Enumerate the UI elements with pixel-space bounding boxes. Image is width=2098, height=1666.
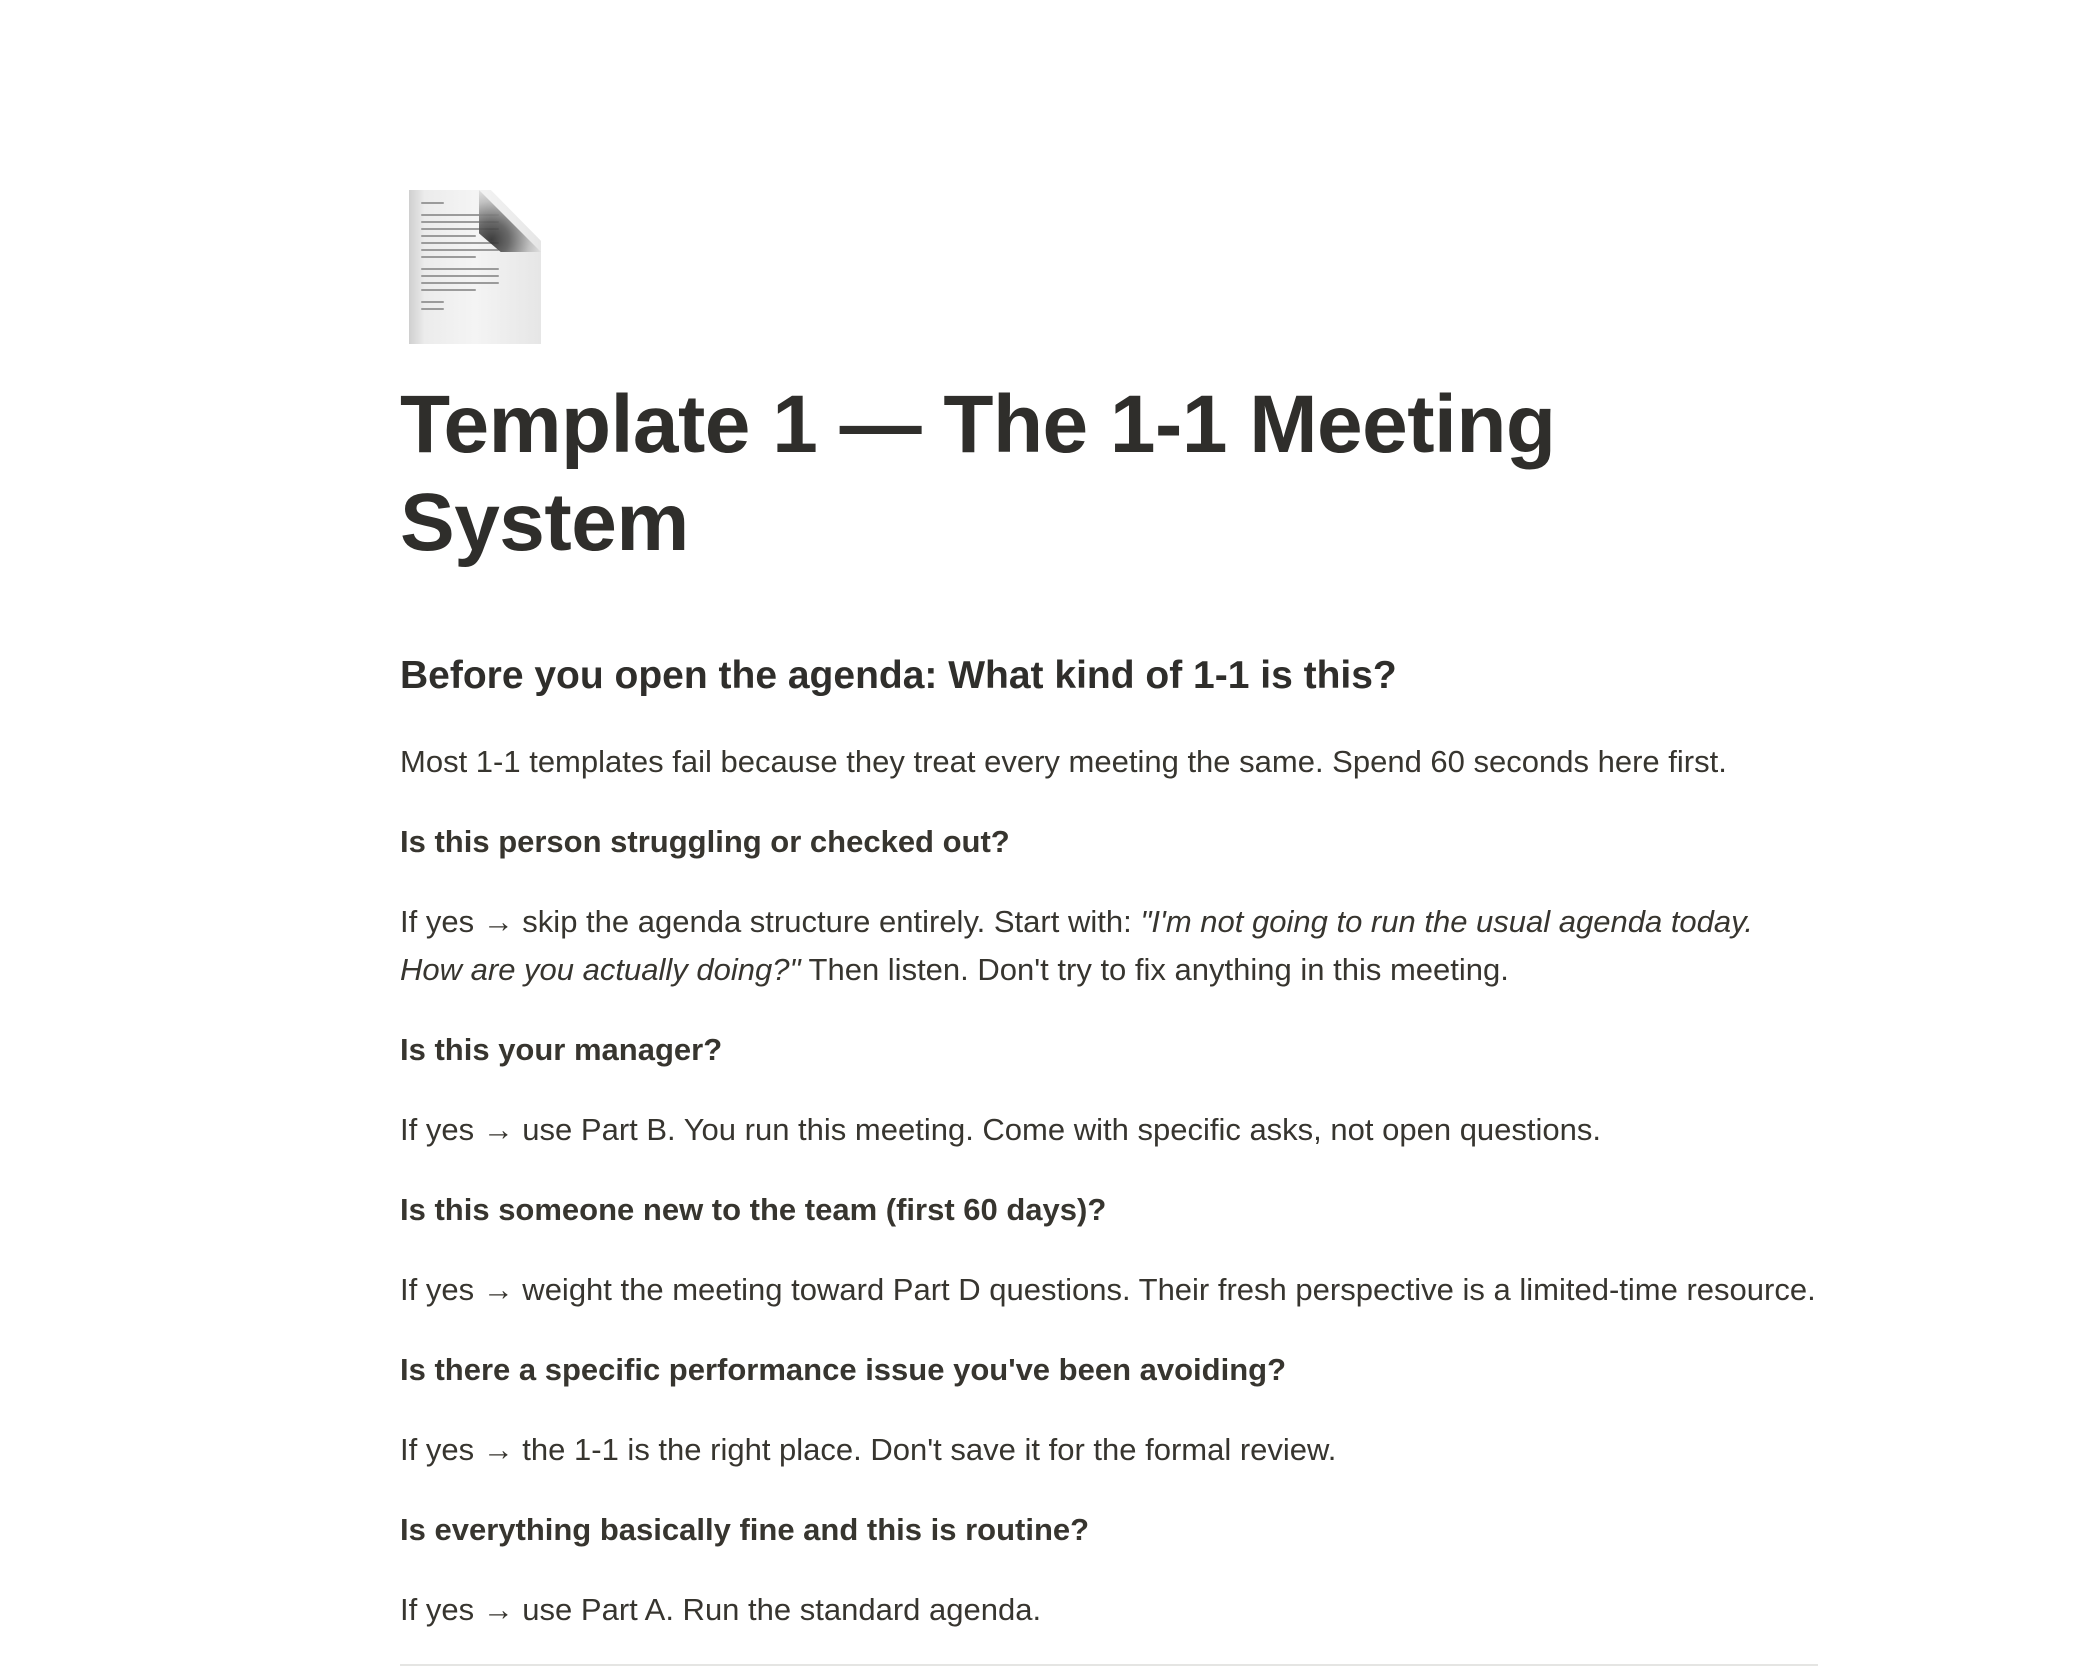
answer-routine: If yes → use Part A. Run the standard agenda. <box>400 1592 1042 1628</box>
answer-manager: If yes → use Part B. You run this meeting. Come with specific asks, not open questions. <box>400 1111 1602 1147</box>
section-heading: Before you open the agenda: What kind of 1-1 is this? <box>400 653 1397 697</box>
page-title: Template 1 — The 1-1 Meeting System <box>400 379 1556 569</box>
intro-paragraph: Most 1-1 templates fail because they treat every meeting the same. Spend 60 seconds here first. <box>400 743 1727 779</box>
answer-quote: "I'm not going to run the usual agenda today. How are you actually doing?" <box>400 903 1753 987</box>
answer-new-team-member: If yes → weight the meeting toward Part D questions. Their fresh perspective is a limited-time resource. <box>400 1271 1816 1307</box>
answer-suffix: Then listen. Don't try to fix anything in this meeting. <box>800 951 1509 987</box>
answer-prefix: If yes → skip the agenda structure entirely. Start with: <box>400 903 1141 939</box>
question-routine: Is everything basically fine and this is routine? <box>400 1512 1090 1548</box>
page-content <box>400 190 1818 1666</box>
answer-performance-issue: If yes → the 1-1 is the right place. Don't save it for the formal review. <box>400 1432 1337 1467</box>
question-struggling: Is this person struggling or checked out? <box>400 823 1010 859</box>
document-page-icon[interactable] <box>409 190 545 346</box>
question-manager: Is this your manager? <box>400 1031 723 1067</box>
question-new-team-member: Is this someone new to the team (first 60 days)? <box>400 1191 1107 1227</box>
answer-struggling <box>400 898 1818 994</box>
question-performance-issue: Is there a specific performance issue you've been avoiding? <box>400 1351 1287 1387</box>
doc-sheet <box>409 190 541 344</box>
